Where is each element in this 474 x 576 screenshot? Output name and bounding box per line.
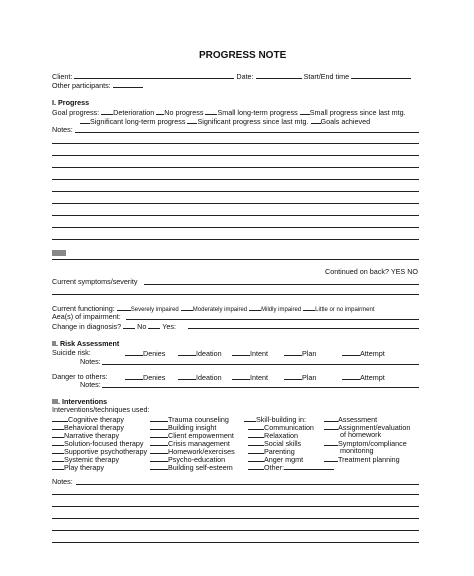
- intervention-check[interactable]: [324, 439, 338, 446]
- intervention-item: [248, 447, 295, 455]
- progress-notes-line[interactable]: [52, 227, 419, 228]
- intervention-label: Treatment planning: [338, 455, 400, 464]
- goals-achieved-check[interactable]: [311, 117, 321, 124]
- moderately-impaired-option: Moderately impaired: [192, 307, 248, 313]
- suicide-ideation-check[interactable]: [178, 349, 196, 356]
- intervention-check[interactable]: [52, 463, 64, 470]
- intervention-item: [150, 463, 233, 471]
- intervention-item: [244, 415, 306, 423]
- suicide-attempt-label: Attempt: [360, 349, 385, 358]
- intervention-check[interactable]: [150, 447, 168, 454]
- date-field[interactable]: [256, 72, 302, 79]
- intervention-label: Systemic therapy: [64, 455, 120, 464]
- severely-impaired-option: Severely impaired: [130, 307, 179, 313]
- current-symptoms-line[interactable]: [52, 294, 419, 295]
- intervention-notes-line[interactable]: [52, 494, 419, 495]
- goals-achieved-option: Goals achieved: [320, 117, 371, 126]
- intervention-notes-line[interactable]: [76, 484, 419, 485]
- intervention-check[interactable]: [52, 431, 64, 438]
- intervention-label: Parenting: [264, 447, 295, 456]
- intervention-label: Narrative therapy: [64, 431, 120, 440]
- danger-attempt: [342, 373, 385, 381]
- small-long-term-option: Small long-term progress: [217, 108, 298, 117]
- intervention-check[interactable]: [150, 463, 168, 470]
- other-field[interactable]: [284, 463, 334, 470]
- intervention-check[interactable]: [52, 447, 64, 454]
- areas-of-impairment-label: Aea(s) of impairment:: [52, 312, 121, 321]
- intervention-item: [52, 439, 144, 447]
- continued-row: [325, 268, 418, 275]
- intervention-check[interactable]: [52, 423, 64, 430]
- intervention-item: [150, 455, 225, 463]
- suicide-ideation: [178, 349, 222, 357]
- danger-plan: [284, 373, 316, 381]
- intervention-item: [150, 423, 216, 431]
- danger-ideation-check[interactable]: [178, 373, 196, 380]
- intervention-item: [248, 463, 334, 471]
- intervention-item: [52, 431, 119, 439]
- other-participants-row: [52, 81, 143, 89]
- danger-notes-label: Notes:: [80, 380, 101, 389]
- intervention-label: Relaxation: [264, 431, 298, 440]
- intervention-label: Client empowerment: [168, 431, 234, 440]
- mildly-impaired-check[interactable]: [249, 304, 261, 311]
- suicide-notes-label: Notes:: [80, 357, 101, 366]
- client-label: Client:: [52, 72, 73, 81]
- intervention-label: Social skills: [264, 439, 302, 448]
- suicide-denies-check[interactable]: [125, 349, 143, 356]
- areas-of-impairment-line[interactable]: [126, 319, 419, 320]
- client-row: [52, 72, 411, 80]
- little-no-impairment-option: Little or no impairment: [315, 307, 375, 313]
- other-participants-label: Other participants:: [52, 81, 111, 90]
- progress-notes-line[interactable]: [52, 143, 419, 144]
- change-in-diagnosis-label: Change in diagnosis?: [52, 322, 122, 331]
- suicide-denies: [125, 349, 165, 357]
- danger-to-others-label: Danger to others:: [52, 372, 108, 381]
- danger-intent-label: Intent: [250, 373, 268, 382]
- date-label: Date:: [236, 72, 254, 81]
- intervention-label: Assignment/evaluation: [338, 423, 411, 432]
- suicide-denies-label: Denies: [143, 349, 166, 358]
- diagnosis-no-check[interactable]: [123, 322, 135, 329]
- goal-progress-row: [52, 108, 406, 116]
- suicide-notes-line[interactable]: [102, 364, 419, 365]
- significant-since-last-check[interactable]: [187, 117, 197, 124]
- intervention-notes-line[interactable]: [52, 518, 419, 519]
- intervention-check[interactable]: [150, 455, 168, 462]
- intervention-label: Trauma counseling: [168, 415, 229, 424]
- risk-heading: II. Risk Assessment: [52, 339, 120, 348]
- intervention-item-continued: monitoring: [340, 446, 374, 455]
- intervention-label: Supportive psychotherapy: [64, 447, 148, 456]
- intervention-label: Communication: [264, 423, 314, 432]
- danger-plan-check[interactable]: [284, 373, 302, 380]
- client-field[interactable]: [74, 72, 234, 79]
- danger-plan-label: Plan: [302, 373, 317, 382]
- intervention-item: [248, 423, 314, 431]
- intervention-check[interactable]: [324, 415, 338, 422]
- intervention-item: [150, 439, 230, 447]
- continued-label: Continued on back?: [325, 267, 389, 276]
- danger-denies-label: Denies: [143, 373, 166, 382]
- change-in-diagnosis-row: [52, 322, 176, 330]
- intervention-check[interactable]: [248, 431, 264, 438]
- progress-notes-line[interactable]: [52, 215, 419, 216]
- diagnosis-no-option: No: [137, 322, 147, 331]
- significant-since-last-option: Significant progress since last mtg.: [197, 117, 309, 126]
- small-since-last-option: Small progress since last mtg.: [309, 108, 406, 117]
- suicide-intent-label: Intent: [250, 349, 268, 358]
- progress-notes-line[interactable]: [52, 239, 419, 240]
- danger-intent-check[interactable]: [232, 373, 250, 380]
- significant-long-term-option: Significant long-term progress: [90, 117, 186, 126]
- progress-notes-line[interactable]: [52, 155, 419, 156]
- continued-yes[interactable]: YES: [390, 267, 406, 276]
- goal-progress-label: Goal progress:: [52, 108, 100, 117]
- start-end-time-label: Start/End time: [303, 72, 350, 81]
- intervention-item: [52, 447, 147, 455]
- intervention-label: Homework/exercises: [168, 447, 235, 456]
- intervention-label: Symptom/compliance: [338, 439, 407, 448]
- intervention-item: [150, 447, 235, 455]
- continued-no[interactable]: NO: [407, 267, 418, 276]
- intervention-label: Cognitive therapy: [68, 415, 124, 424]
- intervention-label: Solution-focused therapy: [64, 439, 144, 448]
- progress-notes-label: Notes:: [52, 125, 73, 134]
- areas-of-impairment-row: [52, 313, 121, 320]
- intervention-item: [248, 431, 298, 439]
- danger-denies-check[interactable]: [125, 373, 143, 380]
- intervention-notes-line[interactable]: [52, 542, 419, 543]
- intervention-item: [324, 415, 377, 423]
- intervention-label: Building self-esteem: [168, 463, 233, 472]
- deterioration-option: Deterioration: [113, 108, 155, 117]
- suicide-plan: [284, 349, 316, 357]
- intervention-check[interactable]: [248, 447, 264, 454]
- intervention-check[interactable]: [248, 423, 264, 430]
- intervention-check[interactable]: [248, 439, 264, 446]
- intervention-label: Crisis management: [168, 439, 230, 448]
- intervention-check[interactable]: [150, 415, 168, 422]
- intervention-check[interactable]: [150, 431, 168, 438]
- page-title: PROGRESS NOTE: [199, 50, 287, 61]
- intervention-check[interactable]: [150, 423, 168, 430]
- progress-notes-line[interactable]: [75, 132, 419, 133]
- suicide-attempt: [342, 349, 385, 357]
- progress-notes-line[interactable]: [52, 191, 419, 192]
- intervention-check[interactable]: [52, 415, 68, 422]
- suicide-ideation-label: Ideation: [196, 349, 222, 358]
- danger-attempt-label: Attempt: [360, 373, 385, 382]
- intervention-check[interactable]: [52, 439, 64, 446]
- intervention-notes-label: Notes:: [52, 477, 73, 486]
- intervention-check[interactable]: [324, 423, 338, 430]
- suicide-risk-label: Suicide risk:: [52, 348, 91, 357]
- diagnosis-line[interactable]: [188, 328, 419, 329]
- progress-notes-line[interactable]: [52, 259, 419, 260]
- current-symptoms-label: Current symptoms/severity: [52, 277, 138, 286]
- intervention-check[interactable]: [244, 415, 256, 422]
- severely-impaired-check[interactable]: [117, 304, 131, 311]
- suicide-plan-check[interactable]: [284, 349, 302, 356]
- progress-notes-line[interactable]: [52, 179, 419, 180]
- interventions-heading: III. Interventions: [52, 397, 108, 406]
- suicide-intent: [232, 349, 268, 357]
- intervention-check[interactable]: [150, 439, 168, 446]
- intervention-label: Other:: [264, 463, 284, 472]
- current-functioning-label: Current functioning:: [52, 304, 115, 313]
- intervention-item: [248, 455, 303, 463]
- moderately-impaired-check[interactable]: [181, 304, 193, 311]
- intervention-label: Play therapy: [64, 463, 104, 472]
- intervention-item: [150, 431, 234, 439]
- danger-notes-line[interactable]: [102, 387, 419, 388]
- intervention-item: [150, 415, 229, 423]
- intervention-check[interactable]: [324, 455, 338, 462]
- diagnosis-yes-option: Yes:: [162, 322, 176, 331]
- goal-progress-row-2: [80, 117, 370, 125]
- diagnosis-yes-check[interactable]: [148, 322, 160, 329]
- intervention-label: Behavioral therapy: [64, 423, 124, 432]
- no-progress-option: No progress: [164, 108, 204, 117]
- scan-mark: [52, 250, 66, 256]
- danger-ideation-label: Ideation: [196, 373, 222, 382]
- intervention-label: Skill-building in:: [256, 415, 306, 424]
- intervention-notes-line[interactable]: [52, 506, 419, 507]
- progress-heading: I. Progress: [52, 98, 90, 107]
- other-participants-field[interactable]: [113, 81, 143, 88]
- progress-notes-line[interactable]: [52, 167, 419, 168]
- intervention-item: [52, 415, 124, 423]
- intervention-notes-line[interactable]: [52, 530, 419, 531]
- intervention-label: Psycho-education: [168, 455, 226, 464]
- small-long-term-check[interactable]: [205, 108, 217, 115]
- suicide-plan-label: Plan: [302, 349, 317, 358]
- intervention-check[interactable]: [248, 463, 264, 470]
- deterioration-check[interactable]: [101, 108, 113, 115]
- intervention-check[interactable]: [52, 455, 64, 462]
- progress-notes-line[interactable]: [52, 203, 419, 204]
- mildly-impaired-option: Mildly impaired: [261, 307, 302, 313]
- intervention-item-continued: of homework: [340, 430, 382, 439]
- significant-long-term-check[interactable]: [80, 117, 90, 124]
- intervention-label: Assessment: [338, 415, 378, 424]
- danger-denies: [125, 373, 165, 381]
- intervention-item: [324, 455, 400, 463]
- intervention-item: [52, 455, 119, 463]
- start-end-time-field[interactable]: [351, 72, 411, 79]
- suicide-intent-check[interactable]: [232, 349, 250, 356]
- intervention-label: Building insight: [168, 423, 217, 432]
- intervention-check[interactable]: [248, 455, 264, 462]
- danger-intent: [232, 373, 268, 381]
- suicide-attempt-check[interactable]: [342, 349, 360, 356]
- intervention-item: [52, 423, 124, 431]
- small-since-last-check[interactable]: [300, 108, 310, 115]
- intervention-item: [52, 463, 104, 471]
- intervention-item: [248, 439, 301, 447]
- current-symptoms-line[interactable]: [144, 284, 419, 285]
- danger-attempt-check[interactable]: [342, 373, 360, 380]
- danger-ideation: [178, 373, 222, 381]
- little-no-impairment-check[interactable]: [303, 304, 315, 311]
- intervention-label: Anger mgmt: [264, 455, 304, 464]
- interventions-used-label: Interventions/techniques used:: [52, 405, 150, 414]
